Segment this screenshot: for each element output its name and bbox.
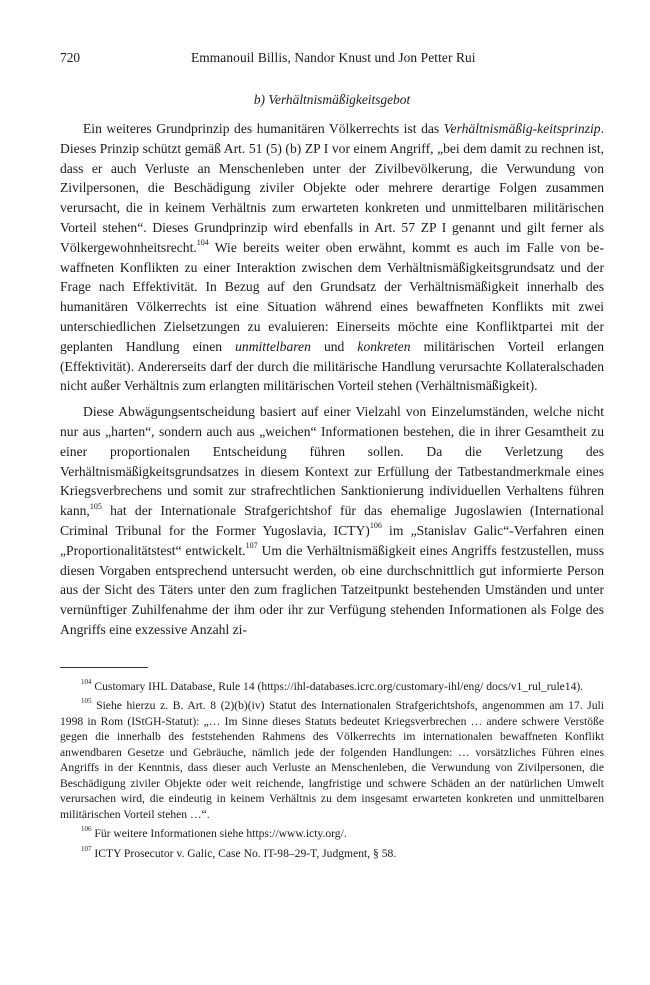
footnote-separator (60, 667, 148, 668)
text-run: und (310, 338, 358, 354)
footnotes (60, 679, 604, 862)
footnote-number: 104 (81, 677, 92, 686)
footnote (60, 698, 604, 822)
text-run: militärischen Vorteil erlangen (Effektivität). Andererseits darf der durch die militärische Handlung verursachte Kollateralschaden nicht außer Verhältnis zum erlangten militärischen Vorteil stehen (Verhältnismäßigkeit). (60, 338, 605, 394)
text-run: Wie bereits weiter oben erwähnt, kommt es auch im Falle von bewaffneten Konflikten zu einer Interaktion zwischen dem Verhältnismäßigkeitsgrundsatz und der Frage nach Effektivität. In Bezug auf den Grundsatz der Verhältnismäßigkeit innerhalb des humanitären Völkerrechts ist eine Situation während eines bewaffneten Konflikts mit zwei unterschiedlichen Zielsetzungen zu evaluieren: Einerseits möchte eine Konfliktpartei mit der geplanten Handlung einen (60, 239, 604, 354)
footnote (60, 679, 604, 695)
text-run: Diese Abwägungsentscheidung basiert auf einer Vielzahl von Einzelumständen, welche nicht nur aus „harten“, sondern auch aus „weichen“ Informationen bestehen, die in ihrer Gesamtheit zu einer proportionalen Entscheidung führen sollen. Da die Verletzung des Verhältnismäßigkeitsgrundsatzes in diesem Kontext zur Erfüllung der Tatbestandmerkmale eines Kriegsverbrechens und somit zur strafrechtlichen Sanktionierung individuellen Verhaltens führen kann, (60, 404, 604, 519)
body-text (60, 119, 604, 640)
footnote-text: Customary IHL Database, Rule 14 (https://ihl-databases.icrc.org/customary-ihl/eng/ docs/v1_rul_rule14). (94, 679, 584, 693)
text-run: im „Stanislav Galic“-Verfahren einen „Proportionalitätstest“ entwickelt. (60, 522, 604, 558)
text-run: . Dieses Prinzip schützt gemäß Art. 51 (5) (b) ZP I vor einem Angriff, „bei dem damit zu rechnen ist, dass er auch Verluste an Menschenleben unter der Zivilbevölkerung, die Verwundung von Zivilpersonen, die Beschädigung ziviler Objekte oder mehrere derartige Folgen zusammen verursacht, die in keinem Verhältnis zum erwarteten konkreten und unmittelbaren militärischen Vorteil stehen“. Dieses Grundprinzip wird ebenfalls in Art. 57 ZP I genannt und gilt ferner als Völkergewohnheitsrecht. (60, 121, 604, 255)
footnote-number: 105 (81, 697, 92, 706)
footnote (60, 826, 604, 842)
footnote-text: Für weitere Informationen siehe https://www.icty.org/. (94, 827, 347, 841)
section-heading: b) Verhältnismäßigkeitsgebot (253, 92, 411, 107)
text-run: Um die Verhältnismäßigkeit eines Angriffs festzustellen, muss diesen Vorgaben entsprechend untersucht werden, ob eine durchschnittlich gut informierte Person aus der Sicht des Täters unter den zum fraglichen Tatzeitpunkt bestehenden Umständen und unter vernünftiger Zuhilfenahme der ihm oder ihr zur Verfügung stehenden Informationen als Folge des Angriffs eine exzessive Anzahl zi- (60, 542, 604, 637)
emphasis-text: unmittelbaren (235, 338, 311, 354)
footnote-text: Siehe hierzu z. B. Art. 8 (2)(b)(iv) Statut des Internationalen Strafgerichtshofs, angenommen am 17. Juli 1998 in Rom (IStGH-Statut): „… Im Sinne dieses Statuts bedeutet Kriegsverbrechen … andere schwere Verstöße gegen die innerhalb des feststehenden Rahmens des Völkerrechts im internationalen bewaffneten Konflikt anwendbaren Gesetze und Gebräuche, nämlich jede der folgenden Handlungen: … vorsätzliches Führen eines Angriffs in der Kenntnis, dass dieser auch Verluste an Menschenleben, die Verwundung von Zivilpersonen, die Beschädigung ziviler Objekte oder weit reichende, langfristige und schwere Schäden an der natürlichen Umwelt verursachen wird, die eindeutig in keinem Verhältnis zu dem insgesamt erwarteten konkreten und unmittelbaren militärischen Vorteil stehen …“. (60, 699, 604, 821)
footnote (60, 846, 604, 862)
footnote-text: ICTY Prosecutor v. Galic, Case No. IT-98–29-T, Judgment, § 58. (94, 846, 397, 860)
footnote-ref: 105 (89, 501, 102, 511)
footnote-ref: 106 (369, 521, 382, 531)
emphasis-text: konkreten (357, 338, 411, 354)
emphasis-text: Verhältnismäßig-keitsprinzip (443, 121, 601, 136)
footnote-number: 107 (81, 844, 92, 853)
footnote-ref: 104 (196, 238, 209, 248)
footnote-ref: 107 (245, 541, 258, 551)
running-title: Emmanouil Billis, Nandor Knust und Jon Petter Rui (191, 50, 476, 65)
page-header (60, 50, 604, 70)
page-number: 720 (60, 50, 81, 65)
text-run: hat der Internationale Strafgerichtshof für das ehemalige Jugoslawien (International Criminal Tribunal for the Former Yugoslavia, ICTY) (60, 503, 604, 538)
footnote-number: 106 (81, 825, 92, 834)
text-run: Ein weiteres Grundprinzip des humanitären Völkerrechts ist das (83, 121, 444, 136)
paragraph-1 (60, 119, 604, 396)
paragraph-2 (60, 402, 604, 640)
